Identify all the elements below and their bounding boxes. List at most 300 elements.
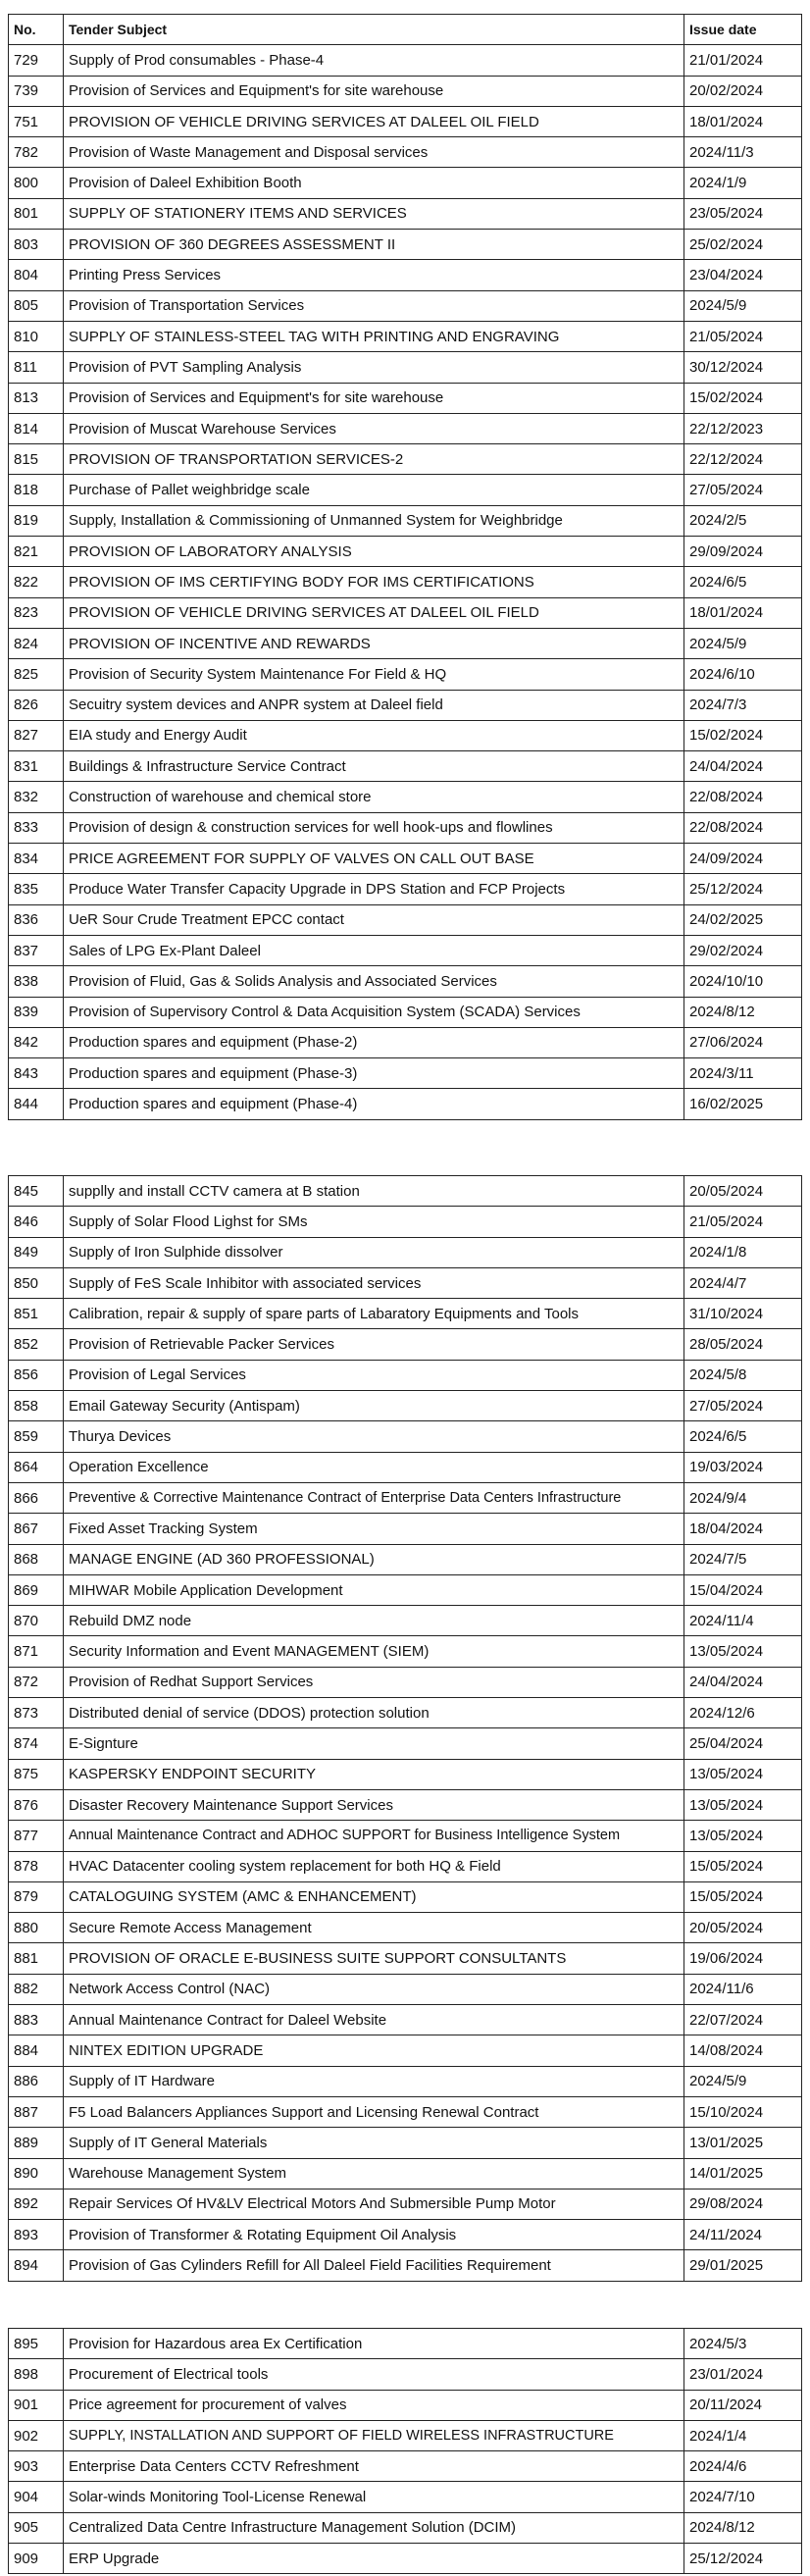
- tender-subject: Provision of Gas Cylinders Refill for All Daleel Field Facilities Requirement: [64, 2250, 684, 2281]
- table-row: [9, 1851, 802, 1881]
- tender-subject: Provision for Hazardous area Ex Certification: [64, 2329, 684, 2359]
- table-row: [9, 198, 802, 229]
- issue-date: 25/12/2024: [684, 2544, 802, 2574]
- tender-subject: Supply of IT General Materials: [64, 2128, 684, 2158]
- tender-subject: CATALOGUING SYSTEM (AMC & ENHANCEMENT): [64, 1881, 684, 1912]
- tender-number: 871: [9, 1636, 64, 1667]
- issue-date: 29/01/2025: [684, 2250, 802, 2281]
- tender-number: 823: [9, 597, 64, 628]
- table-row: [9, 874, 802, 904]
- table-row: [9, 751, 802, 782]
- issue-date: 2024/5/9: [684, 628, 802, 658]
- table-row: [9, 230, 802, 260]
- tender-number: 898: [9, 2359, 64, 2390]
- tender-subject: SUPPLY OF STATIONERY ITEMS AND SERVICES: [64, 198, 684, 229]
- tender-subject: Supply, Installation & Commissioning of Unmanned System for Weighbridge: [64, 505, 684, 536]
- table-row: [9, 2066, 802, 2096]
- tender-subject: Provision of Waste Management and Disposal services: [64, 137, 684, 168]
- table-row: [9, 505, 802, 536]
- issue-date: 2024/5/9: [684, 290, 802, 321]
- tender-number: 890: [9, 2158, 64, 2189]
- table-row: [9, 383, 802, 413]
- tender-subject: Warehouse Management System: [64, 2158, 684, 2189]
- table-row: [9, 1544, 802, 1574]
- tender-subject: Secuitry system devices and ANPR system at Daleel field: [64, 690, 684, 720]
- issue-date: 25/12/2024: [684, 874, 802, 904]
- issue-date: 23/04/2024: [684, 260, 802, 290]
- table-row: [9, 628, 802, 658]
- tender-number: 822: [9, 567, 64, 597]
- tender-subject: Email Gateway Security (Antispam): [64, 1391, 684, 1421]
- tender-subject: Price agreement for procurement of valves: [64, 2390, 684, 2420]
- issue-date: 19/06/2024: [684, 1943, 802, 1974]
- issue-date: 2024/5/8: [684, 1360, 802, 1390]
- issue-date: 29/09/2024: [684, 537, 802, 567]
- issue-date: 15/05/2024: [684, 1881, 802, 1912]
- table-row: [9, 1789, 802, 1820]
- tender-number: 825: [9, 659, 64, 690]
- tender-number: 842: [9, 1027, 64, 1057]
- issue-date: 2024/8/12: [684, 997, 802, 1027]
- issue-date: 2024/9/4: [684, 1482, 802, 1513]
- table-header-row: [9, 15, 802, 45]
- issue-date: 24/09/2024: [684, 844, 802, 874]
- tender-number: 858: [9, 1391, 64, 1421]
- table-row: [9, 1881, 802, 1912]
- tender-number: 845: [9, 1176, 64, 1207]
- table-row: [9, 2482, 802, 2512]
- table-row: [9, 1267, 802, 1298]
- tender-subject: UeR Sour Crude Treatment EPCC contact: [64, 904, 684, 935]
- tender-subject: Produce Water Transfer Capacity Upgrade in DPS Station and FCP Projects: [64, 874, 684, 904]
- tender-subject: Operation Excellence: [64, 1452, 684, 1482]
- tender-subject: NINTEX EDITION UPGRADE: [64, 2035, 684, 2066]
- tender-number: 874: [9, 1728, 64, 1759]
- table-row: [9, 106, 802, 136]
- table-row: [9, 2420, 802, 2450]
- issue-date: 30/12/2024: [684, 352, 802, 383]
- tender-number: 739: [9, 76, 64, 106]
- issue-date: 22/08/2024: [684, 782, 802, 812]
- issue-date: 24/11/2024: [684, 2220, 802, 2250]
- issue-date: 19/03/2024: [684, 1452, 802, 1482]
- tender-number: 805: [9, 290, 64, 321]
- issue-date: 15/10/2024: [684, 2096, 802, 2127]
- issue-date: 13/05/2024: [684, 1821, 802, 1851]
- tender-number: 838: [9, 966, 64, 997]
- tender-number: 849: [9, 1237, 64, 1267]
- tender-number: 729: [9, 45, 64, 76]
- table-row: [9, 997, 802, 1027]
- tender-number: 837: [9, 935, 64, 965]
- tender-subject: EIA study and Energy Audit: [64, 720, 684, 750]
- issue-date: 13/05/2024: [684, 1636, 802, 1667]
- table-row: [9, 1452, 802, 1482]
- tender-subject: PROVISION OF LABORATORY ANALYSIS: [64, 537, 684, 567]
- tender-subject: F5 Load Balancers Appliances Support and Licensing Renewal Contract: [64, 2096, 684, 2127]
- tender-number: 901: [9, 2390, 64, 2420]
- tender-subject: Centralized Data Centre Infrastructure Management Solution (DCIM): [64, 2512, 684, 2543]
- table-row: [9, 659, 802, 690]
- tender-subject: Provision of Redhat Support Services: [64, 1667, 684, 1697]
- table-row: [9, 260, 802, 290]
- table-row: [9, 2451, 802, 2482]
- tender-number: 827: [9, 720, 64, 750]
- issue-date: 20/05/2024: [684, 1176, 802, 1207]
- tender-subject: ERP Upgrade: [64, 2544, 684, 2574]
- tender-subject: Supply of Prod consumables - Phase-4: [64, 45, 684, 76]
- issue-date: 22/07/2024: [684, 2005, 802, 2035]
- table-row: [9, 1421, 802, 1452]
- tender-number: 905: [9, 2512, 64, 2543]
- tender-number: 811: [9, 352, 64, 383]
- table-row: [9, 690, 802, 720]
- issue-date: 2024/11/6: [684, 1974, 802, 2004]
- issue-date: 21/05/2024: [684, 1207, 802, 1237]
- tender-number: 782: [9, 137, 64, 168]
- tender-number: 852: [9, 1329, 64, 1360]
- issue-date: 2024/1/8: [684, 1237, 802, 1267]
- issue-date: 2024/3/11: [684, 1058, 802, 1089]
- tender-number: 850: [9, 1267, 64, 1298]
- tender-subject: Fixed Asset Tracking System: [64, 1514, 684, 1544]
- issue-date: 29/02/2024: [684, 935, 802, 965]
- tender-table-3: [8, 2328, 802, 2574]
- header-no: No.: [9, 15, 64, 45]
- issue-date: 15/05/2024: [684, 1851, 802, 1881]
- issue-date: 14/01/2025: [684, 2158, 802, 2189]
- table-row: [9, 1482, 802, 1513]
- tender-number: 832: [9, 782, 64, 812]
- table-row: [9, 1027, 802, 1057]
- tender-number: 843: [9, 1058, 64, 1089]
- tender-number: 813: [9, 383, 64, 413]
- issue-date: 13/05/2024: [684, 1789, 802, 1820]
- tender-number: 804: [9, 260, 64, 290]
- issue-date: 28/05/2024: [684, 1329, 802, 1360]
- issue-date: 2024/4/7: [684, 1267, 802, 1298]
- tender-subject: supplly and install CCTV camera at B station: [64, 1176, 684, 1207]
- table-row: [9, 2220, 802, 2250]
- issue-date: 13/01/2025: [684, 2128, 802, 2158]
- tender-number: 834: [9, 844, 64, 874]
- tender-subject: HVAC Datacenter cooling system replacement for both HQ & Field: [64, 1851, 684, 1881]
- table-row: [9, 1237, 802, 1267]
- issue-date: 15/02/2024: [684, 383, 802, 413]
- table-row: [9, 537, 802, 567]
- tender-subject: Preventive & Corrective Maintenance Contract of Enterprise Data Centers Infrastructure: [64, 1482, 684, 1513]
- table-row: [9, 1667, 802, 1697]
- tender-number: 864: [9, 1452, 64, 1482]
- table-row: [9, 290, 802, 321]
- tender-subject: PROVISION OF VEHICLE DRIVING SERVICES AT DALEEL OIL FIELD: [64, 106, 684, 136]
- tender-number: 876: [9, 1789, 64, 1820]
- tender-subject: Distributed denial of service (DDOS) protection solution: [64, 1698, 684, 1728]
- tender-number: 835: [9, 874, 64, 904]
- issue-date: 25/02/2024: [684, 230, 802, 260]
- issue-date: 18/01/2024: [684, 106, 802, 136]
- tender-subject: MANAGE ENGINE (AD 360 PROFESSIONAL): [64, 1544, 684, 1574]
- table-row: [9, 1299, 802, 1329]
- issue-date: 2024/4/6: [684, 2451, 802, 2482]
- tender-subject: Enterprise Data Centers CCTV Refreshment: [64, 2451, 684, 2482]
- tender-subject: Supply of FeS Scale Inhibitor with associated services: [64, 1267, 684, 1298]
- tender-subject: Thurya Devices: [64, 1421, 684, 1452]
- tender-number: 869: [9, 1574, 64, 1605]
- tender-subject: PROVISION OF IMS CERTIFYING BODY FOR IMS CERTIFICATIONS: [64, 567, 684, 597]
- tender-number: 818: [9, 475, 64, 505]
- issue-date: 21/05/2024: [684, 321, 802, 351]
- tender-subject: Provision of Daleel Exhibition Booth: [64, 168, 684, 198]
- header-subject: Tender Subject: [64, 15, 684, 45]
- tender-subject: Buildings & Infrastructure Service Contract: [64, 751, 684, 782]
- issue-date: 13/05/2024: [684, 1759, 802, 1789]
- tender-number: 851: [9, 1299, 64, 1329]
- issue-date: 14/08/2024: [684, 2035, 802, 2066]
- table-row: [9, 2250, 802, 2281]
- issue-date: 22/12/2024: [684, 444, 802, 475]
- tender-subject: Provision of Legal Services: [64, 1360, 684, 1390]
- table-row: [9, 1089, 802, 1119]
- tender-subject: Provision of Transformer & Rotating Equipment Oil Analysis: [64, 2220, 684, 2250]
- table-row: [9, 1176, 802, 1207]
- tender-number: 815: [9, 444, 64, 475]
- issue-date: 15/02/2024: [684, 720, 802, 750]
- tender-subject: PRICE AGREEMENT FOR SUPPLY OF VALVES ON CALL OUT BASE: [64, 844, 684, 874]
- table-row: [9, 2329, 802, 2359]
- issue-date: 2024/5/9: [684, 2066, 802, 2096]
- table-row: [9, 2359, 802, 2390]
- issue-date: 23/01/2024: [684, 2359, 802, 2390]
- tender-subject: Provision of Transportation Services: [64, 290, 684, 321]
- issue-date: 16/02/2025: [684, 1089, 802, 1119]
- issue-date: 24/04/2024: [684, 751, 802, 782]
- issue-date: 2024/7/3: [684, 690, 802, 720]
- tender-number: 872: [9, 1667, 64, 1697]
- tender-subject: Rebuild DMZ node: [64, 1606, 684, 1636]
- table-row: [9, 782, 802, 812]
- table-row: [9, 1058, 802, 1089]
- tender-number: 893: [9, 2220, 64, 2250]
- tender-number: 803: [9, 230, 64, 260]
- issue-date: 2024/1/4: [684, 2420, 802, 2450]
- tender-number: 870: [9, 1606, 64, 1636]
- issue-date: 20/02/2024: [684, 76, 802, 106]
- issue-date: 2024/11/4: [684, 1606, 802, 1636]
- issue-date: 25/04/2024: [684, 1728, 802, 1759]
- header-date: Issue date: [684, 15, 802, 45]
- table-row: [9, 1698, 802, 1728]
- tender-subject: SUPPLY OF STAINLESS-STEEL TAG WITH PRINTING AND ENGRAVING: [64, 321, 684, 351]
- tender-number: 819: [9, 505, 64, 536]
- tender-number: 873: [9, 1698, 64, 1728]
- table-row: [9, 597, 802, 628]
- issue-date: 2024/1/9: [684, 168, 802, 198]
- tender-subject: Disaster Recovery Maintenance Support Services: [64, 1789, 684, 1820]
- tender-number: 821: [9, 537, 64, 567]
- tender-number: 887: [9, 2096, 64, 2127]
- table-row: [9, 2128, 802, 2158]
- table-row: [9, 45, 802, 76]
- issue-date: 2024/5/3: [684, 2329, 802, 2359]
- tender-subject: Supply of IT Hardware: [64, 2066, 684, 2096]
- issue-date: 18/01/2024: [684, 597, 802, 628]
- tender-number: 801: [9, 198, 64, 229]
- tender-subject: Provision of Services and Equipment's for site warehouse: [64, 383, 684, 413]
- tender-number: 909: [9, 2544, 64, 2574]
- tender-number: 868: [9, 1544, 64, 1574]
- tender-number: 814: [9, 413, 64, 443]
- tender-number: 883: [9, 2005, 64, 2035]
- tender-number: 886: [9, 2066, 64, 2096]
- table-row: [9, 2390, 802, 2420]
- tender-subject: Procurement of Electrical tools: [64, 2359, 684, 2390]
- table-row: [9, 1574, 802, 1605]
- issue-date: 2024/6/5: [684, 1421, 802, 1452]
- tender-table-1: [8, 14, 802, 1120]
- tender-number: 903: [9, 2451, 64, 2482]
- table-row: [9, 1606, 802, 1636]
- issue-date: 24/02/2025: [684, 904, 802, 935]
- tender-number: 867: [9, 1514, 64, 1544]
- table-row: [9, 475, 802, 505]
- table-row: [9, 76, 802, 106]
- tender-subject: Provision of PVT Sampling Analysis: [64, 352, 684, 383]
- tender-subject: Provision of Services and Equipment's for site warehouse: [64, 76, 684, 106]
- tender-subject: Supply of Solar Flood Lighst for SMs: [64, 1207, 684, 1237]
- table-row: [9, 2096, 802, 2127]
- issue-date: 18/04/2024: [684, 1514, 802, 1544]
- tender-number: 826: [9, 690, 64, 720]
- tender-subject: Purchase of Pallet weighbridge scale: [64, 475, 684, 505]
- table-row: [9, 137, 802, 168]
- tender-number: 833: [9, 812, 64, 843]
- tender-subject: Secure Remote Access Management: [64, 1913, 684, 1943]
- issue-date: 2024/10/10: [684, 966, 802, 997]
- issue-date: 20/11/2024: [684, 2390, 802, 2420]
- issue-date: 20/05/2024: [684, 1913, 802, 1943]
- table-row: [9, 812, 802, 843]
- tender-number: 894: [9, 2250, 64, 2281]
- table-row: [9, 844, 802, 874]
- issue-date: 2024/11/3: [684, 137, 802, 168]
- tender-subject: KASPERSKY ENDPOINT SECURITY: [64, 1759, 684, 1789]
- tender-number: 875: [9, 1759, 64, 1789]
- table-row: [9, 444, 802, 475]
- table-row: [9, 2544, 802, 2574]
- issue-date: 27/05/2024: [684, 1391, 802, 1421]
- table-row: [9, 1943, 802, 1974]
- tender-subject: PROVISION OF INCENTIVE AND REWARDS: [64, 628, 684, 658]
- issue-date: 31/10/2024: [684, 1299, 802, 1329]
- issue-date: 23/05/2024: [684, 198, 802, 229]
- tender-number: 877: [9, 1821, 64, 1851]
- table-row: [9, 1329, 802, 1360]
- table-row: [9, 720, 802, 750]
- tender-number: 839: [9, 997, 64, 1027]
- tender-number: 844: [9, 1089, 64, 1119]
- issue-date: 27/05/2024: [684, 475, 802, 505]
- tender-table-2: [8, 1175, 802, 2282]
- tender-number: 846: [9, 1207, 64, 1237]
- tender-number: 895: [9, 2329, 64, 2359]
- issue-date: 24/04/2024: [684, 1667, 802, 1697]
- tender-subject: Provision of Muscat Warehouse Services: [64, 413, 684, 443]
- table-row: [9, 2035, 802, 2066]
- issue-date: 15/04/2024: [684, 1574, 802, 1605]
- tender-subject: Supply of Iron Sulphide dissolver: [64, 1237, 684, 1267]
- tender-number: 880: [9, 1913, 64, 1943]
- tender-number: 831: [9, 751, 64, 782]
- table-row: [9, 1728, 802, 1759]
- table-row: [9, 1360, 802, 1390]
- tender-number: 751: [9, 106, 64, 136]
- issue-date: 29/08/2024: [684, 2189, 802, 2219]
- tender-number: 884: [9, 2035, 64, 2066]
- tender-number: 866: [9, 1482, 64, 1513]
- issue-date: 2024/12/6: [684, 1698, 802, 1728]
- tender-subject: Provision of Supervisory Control & Data Acquisition System (SCADA) Services: [64, 997, 684, 1027]
- table-row: [9, 1821, 802, 1851]
- tender-subject: Annual Maintenance Contract for Daleel Website: [64, 2005, 684, 2035]
- tender-subject: Provision of Security System Maintenance For Field & HQ: [64, 659, 684, 690]
- issue-date: 2024/8/12: [684, 2512, 802, 2543]
- tender-number: 824: [9, 628, 64, 658]
- table-row: [9, 2158, 802, 2189]
- tender-subject: Network Access Control (NAC): [64, 1974, 684, 2004]
- tender-subject: SUPPLY, INSTALLATION AND SUPPORT OF FIELD WIRELESS INFRASTRUCTURE: [64, 2420, 684, 2450]
- table-row: [9, 2005, 802, 2035]
- table-row: [9, 321, 802, 351]
- tender-number: 836: [9, 904, 64, 935]
- table-row: [9, 1207, 802, 1237]
- issue-date: 2024/2/5: [684, 505, 802, 536]
- tender-subject: Production spares and equipment (Phase-3): [64, 1058, 684, 1089]
- issue-date: 22/12/2023: [684, 413, 802, 443]
- tender-number: 856: [9, 1360, 64, 1390]
- tender-subject: Calibration, repair & supply of spare parts of Labaratory Equipments and Tools: [64, 1299, 684, 1329]
- table-row: [9, 1391, 802, 1421]
- issue-date: 21/01/2024: [684, 45, 802, 76]
- tender-subject: Printing Press Services: [64, 260, 684, 290]
- table-row: [9, 1514, 802, 1544]
- tender-number: 859: [9, 1421, 64, 1452]
- tender-number: 879: [9, 1881, 64, 1912]
- tender-number: 800: [9, 168, 64, 198]
- tender-subject: PROVISION OF 360 DEGREES ASSESSMENT II: [64, 230, 684, 260]
- tender-subject: Provision of Fluid, Gas & Solids Analysis and Associated Services: [64, 966, 684, 997]
- tender-subject: Construction of warehouse and chemical store: [64, 782, 684, 812]
- tender-subject: PROVISION OF VEHICLE DRIVING SERVICES AT DALEEL OIL FIELD: [64, 597, 684, 628]
- table-row: [9, 1759, 802, 1789]
- tender-number: 882: [9, 1974, 64, 2004]
- tender-number: 902: [9, 2420, 64, 2450]
- tender-subject: Repair Services Of HV&LV Electrical Motors And Submersible Pump Motor: [64, 2189, 684, 2219]
- tender-subject: Solar-winds Monitoring Tool-License Renewal: [64, 2482, 684, 2512]
- table-row: [9, 2512, 802, 2543]
- tender-subject: Production spares and equipment (Phase-2): [64, 1027, 684, 1057]
- table-row: [9, 168, 802, 198]
- issue-date: 22/08/2024: [684, 812, 802, 843]
- table-row: [9, 935, 802, 965]
- tender-subject: Production spares and equipment (Phase-4): [64, 1089, 684, 1119]
- tender-subject: MIHWAR Mobile Application Development: [64, 1574, 684, 1605]
- issue-date: 2024/7/10: [684, 2482, 802, 2512]
- table-row: [9, 567, 802, 597]
- issue-date: 2024/6/10: [684, 659, 802, 690]
- issue-date: 2024/7/5: [684, 1544, 802, 1574]
- table-row: [9, 2189, 802, 2219]
